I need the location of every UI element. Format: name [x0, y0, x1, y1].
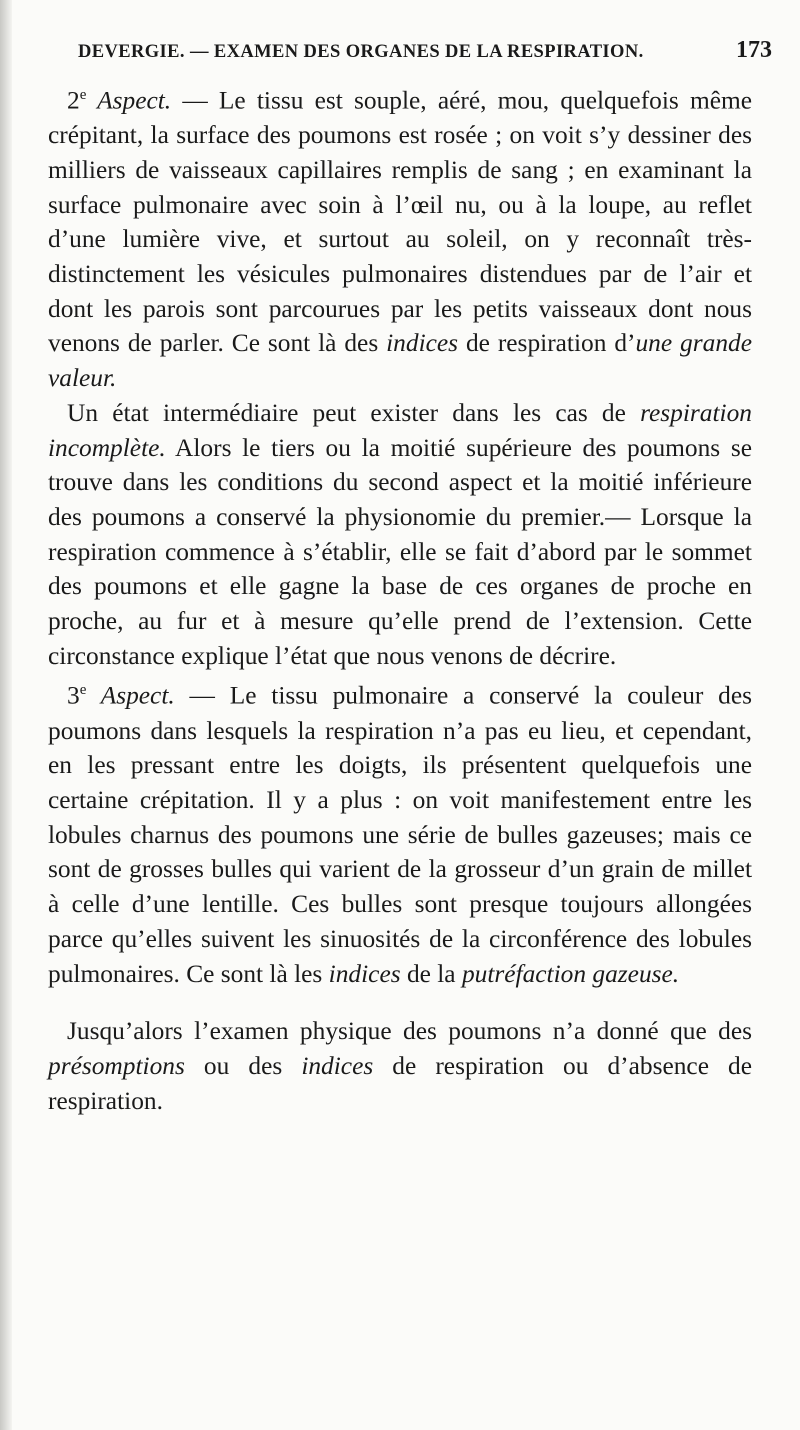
text-run: ou des — [184, 1051, 302, 1080]
text-run: — Le tissu pulmonaire a conservé la couleur des poumons dans lesquels la respiration n’a pas eu lieu, et cependant, en les pressant entre les doigts, ils présentent quelquefois une certaine crépitation. Il y a plus : on voit manifestement entre les lobules charnus des poumons une série de bulles gazeuses; mais ce sont de grosses bulles qui varient de la grosseur d’un grain de millet à celle d’une lentille. Ces bulles sont presque toujours allongées parce qu’elles suivent les sinuosités de la circonférence des lobules pulmonaires. Ce sont là les — [48, 681, 752, 988]
paragraph-aspect-2 — [48, 78, 752, 396]
aspect-heading: Aspect. — [86, 86, 172, 115]
paragraph-conclusion — [48, 1014, 752, 1118]
aspect-number: 3 — [67, 681, 80, 710]
italic-run: respiration incomplète. — [48, 398, 752, 462]
italic-run: indices — [386, 329, 459, 358]
text-run: Jusqu’alors l’examen physique des poumons n’a donné que des — [67, 1017, 752, 1046]
italic-run: indices — [301, 1051, 374, 1080]
page-edge-shadow — [0, 0, 12, 1430]
italic-run: présomptions — [48, 1051, 185, 1080]
running-title: DEVERGIE. — EXAMEN DES ORGANES DE LA RESPIRATION. — [78, 42, 644, 62]
text-run: — Le tissu est souple, aéré, mou, quelquefois même crépitant, la surface des poumons est rosée ; on voit s’y dessiner des milliers de vaisseaux capillaires remplis de sang ; en examinant la surface pulmonaire avec soin à l’œil nu, ou à la loupe, au reflet d’une lumière vive, et surtout au soleil, on y reconnaît très-distinctement les vésicules pulmonaires distendues par de l’air et dont les parois sont parcourues par les petits vaisseaux dont nous venons de parler. Ce sont là des — [48, 86, 752, 358]
body-text — [48, 78, 752, 1118]
ordinal-superscript: e — [79, 87, 87, 103]
paragraph-intermediate-state — [48, 396, 752, 674]
text-run: de respiration d’ — [458, 329, 636, 358]
italic-run: une grande valeur. — [48, 329, 752, 393]
ordinal-superscript: e — [79, 682, 87, 699]
italic-run: indices — [328, 959, 401, 988]
text-run: de la — [400, 959, 462, 988]
page-number: 173 — [736, 37, 772, 63]
text-run: Alors le tiers ou la moitié supérieure des poumons se trouve dans les conditions du second aspect et la moitié inférieure des poumons a conservé la physionomie du premier.— Lorsque la respiration commence à s’établir, elle se fait d’abord par le sommet des poumons et elle gagne la base de ces organes de proche en proche, au fur et à mesure qu’elle prend de l’extension. Cette circonstance explique l’état que nous venons de décrire. — [48, 433, 752, 670]
text-run: Un état intermédiaire peut exister dans les cas de — [67, 398, 641, 427]
paragraph-aspect-3 — [48, 673, 752, 991]
aspect-heading: Aspect. — [86, 681, 175, 710]
italic-run: putréfaction gazeuse. — [461, 959, 680, 988]
aspect-number: 2 — [67, 86, 80, 115]
running-header — [78, 37, 772, 64]
text-run: de respiration ou d’absence de respiration. — [48, 1051, 753, 1115]
